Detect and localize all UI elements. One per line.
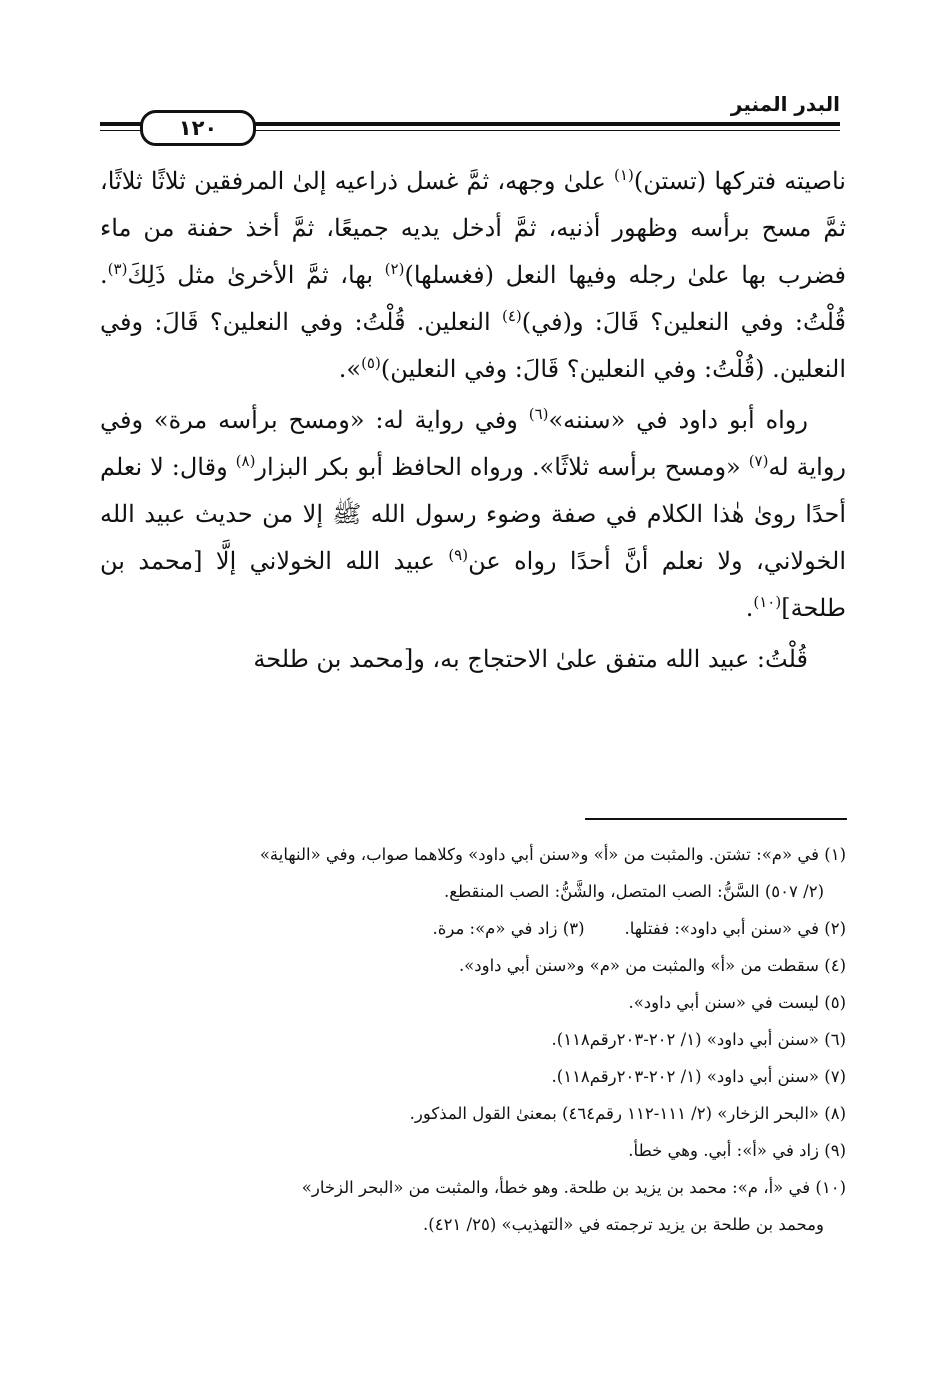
- footnotes-separator: [585, 818, 847, 820]
- footnote-10-continued: ومحمد بن طلحة بن يزيد ترجمته في «التهذيب» (٢٥/ ٤٢١).: [423, 1215, 824, 1234]
- footnote-ref-2[interactable]: (٢): [384, 260, 405, 278]
- footnote-ref-7[interactable]: (٧): [748, 452, 769, 470]
- footnote-ref-1[interactable]: (١): [614, 166, 634, 184]
- footnote-5: (٥) ليست في «سنن أبي داود».: [628, 993, 846, 1012]
- page-number: ١٢٠: [140, 110, 256, 146]
- footnote-6: (٦) «سنن أبي داود» (١/ ٢٠٢-٢٠٣رقم١١٨).: [551, 1030, 846, 1049]
- footnote-4: (٤) سقطت من «أ» والمثبت من «م» و«سنن أبي داود».: [458, 956, 846, 975]
- footnote-ref-9[interactable]: (٩): [448, 546, 469, 564]
- footnote-1: (١) في «م»: تشتن. والمثبت من «أ» و«سنن أبي داود» وكلاهما صواب، وفي «النهاية»: [259, 845, 846, 864]
- footnote-3: (٣) زاد في «م»: مرة.: [432, 919, 585, 938]
- main-text: [100, 158, 846, 687]
- paragraph-1: ناصيته فتركها (تستن)$^{(١)}$ علىٰ وجهه، ثمَّ غسل ذراعيه إلىٰ المرفقين ثلاثًا ثلاثًا، ثمَّ مسح برأسه وظهور أذنيه، ثمَّ أدخل يديه جميعًا، ثمَّ أخذ حفنة من ماء فضرب بها علىٰ رجله وفيها النعل (فغسلها)$^{(٢)}$ بها، ثمَّ الأخرىٰ مثل ذَلِكَ$^{(٣)}$. قُلْتُ: وفي النعلين؟ قَالَ: و(في)$^{(٤)}$ النعلين. قُلْتُ: وفي النعلين؟ قَالَ: وفي النعلين. (قُلْتُ: وفي النعلين؟ قَالَ: وفي النعلين)$^{(٥)}$».: [100, 166, 847, 383]
- footnote-ref-8[interactable]: (٨): [235, 452, 256, 470]
- book-title: البدر المنير: [730, 92, 840, 116]
- footnote-8: (٨) «البحر الزخار» (٢/ ١١١-١١٢ رقم٤٦٤) بمعنىٰ القول المذكور.: [409, 1104, 846, 1123]
- footnote-ref-3[interactable]: (٣): [107, 260, 128, 278]
- footnote-ref-5[interactable]: (٥): [361, 354, 381, 372]
- footnotes-row-2-3: [108, 910, 846, 947]
- paragraph-2: رواه أبو داود في «سننه»$^{(٦)}$ وفي رواية له: «ومسح برأسه مرة» وفي رواية له$^{(٧)}$ «ومسح برأسه ثلاثًا». ورواه الحافظ أبو بكر البزار$^{(٨)}$ وقال: لا نعلم أحدًا روىٰ هٰذا الكلام في صفة وضوء رسول الله ﷺ إلا من حديث عبيد الله الخولاني، ولا نعلم أنَّ أحدًا رواه عن$^{(٩)}$ عبيد الله الخولاني إلَّا [محمد بن طلحة]$^{(١٠)}$.: [100, 405, 846, 622]
- footnote-10: (١٠) في «أ، م»: محمد بن يزيد بن طلحة. وهو خطأ، والمثبت من «البحر الزخار»: [301, 1178, 846, 1197]
- footnote-ref-10[interactable]: (١٠): [753, 593, 782, 611]
- footnote-9: (٩) زاد في «أ»: أبي. وهي خطأ.: [628, 1141, 846, 1160]
- header-rule-tail: [100, 122, 140, 132]
- page-header: [100, 92, 840, 140]
- footnote-1-continued: (٢/ ٥٠٧) السَّنُّ: الصب المتصل، والشَّنُّ: الصب المنقطع.: [443, 882, 824, 901]
- footnotes: [108, 836, 846, 1243]
- paragraph-3: قُلْتُ: عبيد الله متفق علىٰ الاحتجاج به، و[محمد بن طلحة: [253, 645, 808, 673]
- footnote-7: (٧) «سنن أبي داود» (١/ ٢٠٢-٢٠٣رقم١١٨).: [551, 1067, 846, 1086]
- footnote-ref-4[interactable]: (٤): [501, 307, 522, 325]
- footnote-ref-6[interactable]: (٦): [528, 405, 549, 423]
- footnote-2: (٢) في «سنن أبي داود»: ففتلها.: [624, 919, 846, 938]
